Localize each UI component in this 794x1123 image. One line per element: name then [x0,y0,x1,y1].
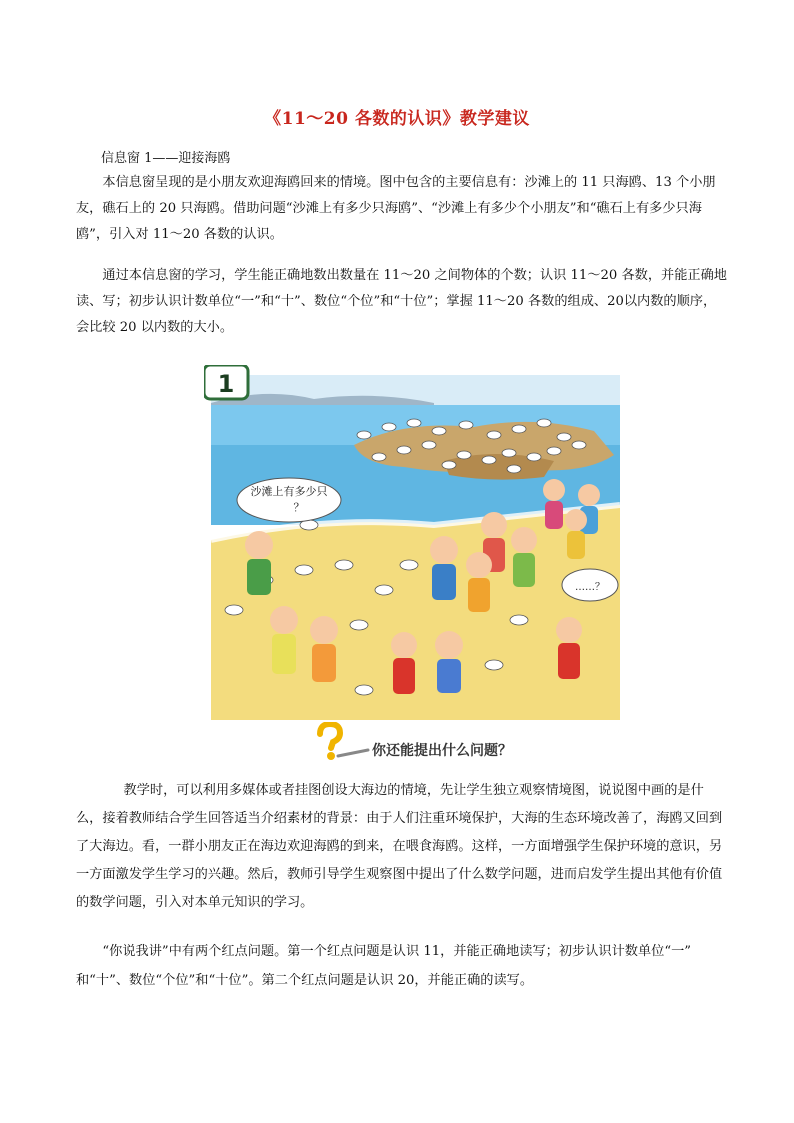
paragraph-goals: 通过本信息窗的学习，学生能正确地数出数量在 11～20 之间物体的个数；认识 11～20 各数，并能正确地读、写；初步认识计数单位“一”和“十”、数位“个位”和“十位”；掌握 11～20 各数的组成、20以内数的顺序，会比较 20 以内数的大小。 [76,268,727,335]
page-title: 《11～20 各数的认识》教学建议 [264,109,530,129]
bubble-question-text: 沙滩上有多少只 [250,485,328,498]
seagull-beach-illustration [204,365,620,720]
question-mark-icon [314,722,370,764]
paragraph-red-dot: “你说我讲”中有两个红点问题。第一个红点问题是认识 11，并能正确地读写；初步认识计数单位“一” 和“十”、数位“个位”和“十位”。第二个红点问题是认识 20，并能正确的读写。 [76,944,692,988]
paragraph-teaching: 教学时，可以利用多媒体或者挂图创设大海边的情境，先让学生独立观察情境图，说说图中画的是什么，接着教师结合学生回答适当介绍素材的背景：由于人们注重环境保护，大海的生态环境改善了，海鸥又回到了大海边。看，一群小朋友正在海边欢迎海鸥的到来，在喂食海鸥。这样，一方面增强学生保护环境的意识，另一方面激发学生学习的兴趣。然后，教师引导学生观察图中提出了什么数学问题，进而启发学生提出其他有价值的数学问题，引入对本单元知识的学习。 [76,783,723,910]
window-number-label: 1 [217,370,235,398]
question-prompt-text: 你还能提出什么问题？ [372,743,512,759]
bubble-question-mark: ？ [293,501,305,514]
paragraph-info: 本信息窗呈现的是小朋友欢迎海鸥回来的情境。图中包含的主要信息有：沙滩上的 11 只海鸥、13 个小朋友，礁石上的 20 只海鸥。借助问题“沙滩上有多少只海鸥”、“沙滩上有多少个小朋友”和“礁石上有多少只海鸥”，引入对 11～20 各数的认识。 [76,175,716,242]
section-heading: 信息窗 1——迎接海鸥 [101,151,231,166]
bubble-ellipsis-text: ……？ [575,582,605,593]
